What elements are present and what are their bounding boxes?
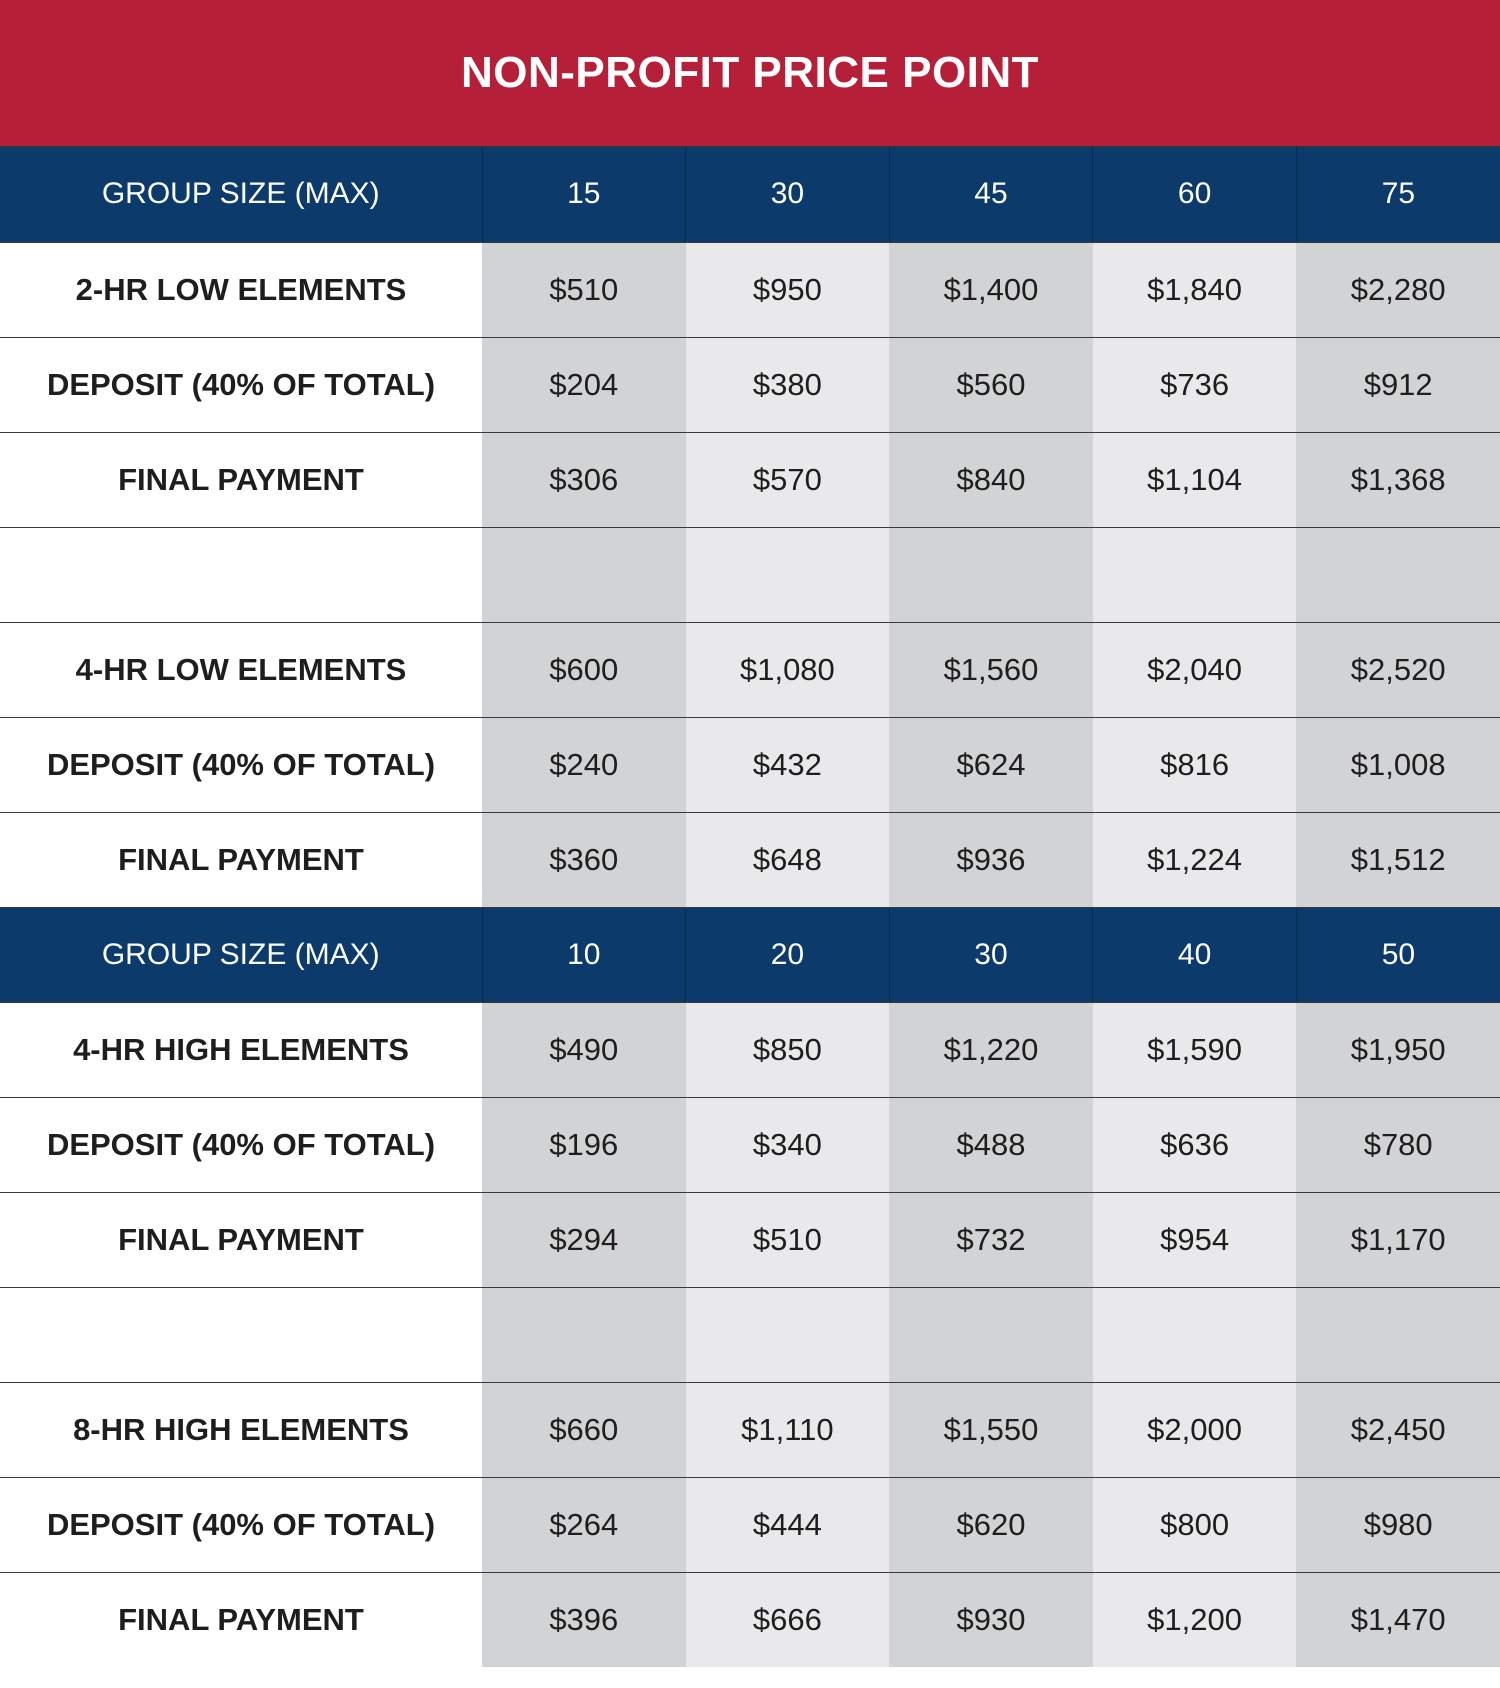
price-cell: $2,450 bbox=[1296, 1382, 1500, 1477]
price-cell bbox=[889, 527, 1093, 622]
spacer-row bbox=[0, 527, 1500, 622]
price-cell: $2,520 bbox=[1296, 622, 1500, 717]
price-cell: $1,110 bbox=[686, 1382, 890, 1477]
row-label: DEPOSIT (40% OF TOTAL) bbox=[0, 717, 482, 812]
price-cell: $620 bbox=[889, 1477, 1093, 1572]
group-size-header-row bbox=[0, 147, 1500, 242]
price-cell: $1,008 bbox=[1296, 717, 1500, 812]
price-cell: $930 bbox=[889, 1572, 1093, 1667]
price-cell bbox=[1093, 1287, 1297, 1382]
price-cell: $660 bbox=[482, 1382, 686, 1477]
price-cell: $240 bbox=[482, 717, 686, 812]
price-cell: $380 bbox=[686, 337, 890, 432]
row-label: 4-HR HIGH ELEMENTS bbox=[0, 1002, 482, 1097]
table-row bbox=[0, 717, 1500, 812]
price-cell bbox=[889, 1287, 1093, 1382]
price-cell: $510 bbox=[482, 242, 686, 337]
price-cell: $1,550 bbox=[889, 1382, 1093, 1477]
table-row bbox=[0, 1002, 1500, 1097]
price-cell: $780 bbox=[1296, 1097, 1500, 1192]
price-cell: $1,512 bbox=[1296, 812, 1500, 907]
price-cell bbox=[482, 1287, 686, 1382]
price-cell: $264 bbox=[482, 1477, 686, 1572]
price-cell: $980 bbox=[1296, 1477, 1500, 1572]
price-cell: $2,000 bbox=[1093, 1382, 1297, 1477]
group-size-value: 30 bbox=[889, 907, 1093, 1002]
row-label: FINAL PAYMENT bbox=[0, 1192, 482, 1287]
price-cell: $510 bbox=[686, 1192, 890, 1287]
table-row bbox=[0, 812, 1500, 907]
price-cell: $360 bbox=[482, 812, 686, 907]
table-row bbox=[0, 432, 1500, 527]
price-cell: $800 bbox=[1093, 1477, 1297, 1572]
group-size-value: 50 bbox=[1296, 907, 1500, 1002]
group-size-value: 45 bbox=[889, 147, 1093, 242]
table-row bbox=[0, 622, 1500, 717]
group-size-label: GROUP SIZE (MAX) bbox=[0, 147, 482, 242]
row-label: DEPOSIT (40% OF TOTAL) bbox=[0, 337, 482, 432]
price-cell bbox=[686, 1287, 890, 1382]
row-label: FINAL PAYMENT bbox=[0, 432, 482, 527]
row-label bbox=[0, 527, 482, 622]
price-cell: $840 bbox=[889, 432, 1093, 527]
price-cell: $1,220 bbox=[889, 1002, 1093, 1097]
price-cell: $1,840 bbox=[1093, 242, 1297, 337]
price-cell: $936 bbox=[889, 812, 1093, 907]
table-row bbox=[0, 337, 1500, 432]
row-label: 8-HR HIGH ELEMENTS bbox=[0, 1382, 482, 1477]
price-cell bbox=[482, 527, 686, 622]
price-cell: $732 bbox=[889, 1192, 1093, 1287]
price-cell: $204 bbox=[482, 337, 686, 432]
table-row bbox=[0, 1097, 1500, 1192]
table-row bbox=[0, 1572, 1500, 1667]
price-cell: $2,040 bbox=[1093, 622, 1297, 717]
row-label: DEPOSIT (40% OF TOTAL) bbox=[0, 1097, 482, 1192]
page-title: NON-PROFIT PRICE POINT bbox=[0, 0, 1500, 147]
price-cell: $1,170 bbox=[1296, 1192, 1500, 1287]
group-size-value: 10 bbox=[482, 907, 686, 1002]
price-cell: $648 bbox=[686, 812, 890, 907]
price-cell: $1,400 bbox=[889, 242, 1093, 337]
price-cell: $444 bbox=[686, 1477, 890, 1572]
group-size-value: 30 bbox=[686, 147, 890, 242]
price-cell: $294 bbox=[482, 1192, 686, 1287]
price-cell: $2,280 bbox=[1296, 242, 1500, 337]
price-cell: $954 bbox=[1093, 1192, 1297, 1287]
price-cell: $490 bbox=[482, 1002, 686, 1097]
row-label: 4-HR LOW ELEMENTS bbox=[0, 622, 482, 717]
price-cell: $1,200 bbox=[1093, 1572, 1297, 1667]
price-cell bbox=[1296, 1287, 1500, 1382]
row-label bbox=[0, 1287, 482, 1382]
price-cell: $666 bbox=[686, 1572, 890, 1667]
group-size-value: 60 bbox=[1093, 147, 1297, 242]
price-cell: $1,560 bbox=[889, 622, 1093, 717]
row-label: DEPOSIT (40% OF TOTAL) bbox=[0, 1477, 482, 1572]
price-cell: $306 bbox=[482, 432, 686, 527]
group-size-value: 75 bbox=[1296, 147, 1500, 242]
row-label: FINAL PAYMENT bbox=[0, 812, 482, 907]
price-cell: $1,104 bbox=[1093, 432, 1297, 527]
price-cell: $570 bbox=[686, 432, 890, 527]
table-row bbox=[0, 242, 1500, 337]
price-cell: $624 bbox=[889, 717, 1093, 812]
price-cell: $432 bbox=[686, 717, 890, 812]
price-cell: $1,470 bbox=[1296, 1572, 1500, 1667]
price-cell bbox=[686, 527, 890, 622]
spacer-row bbox=[0, 1287, 1500, 1382]
group-size-label: GROUP SIZE (MAX) bbox=[0, 907, 482, 1002]
table-row bbox=[0, 1192, 1500, 1287]
price-cell: $396 bbox=[482, 1572, 686, 1667]
price-cell bbox=[1296, 527, 1500, 622]
price-table bbox=[0, 147, 1500, 1667]
price-cell: $816 bbox=[1093, 717, 1297, 812]
price-cell: $850 bbox=[686, 1002, 890, 1097]
group-size-value: 15 bbox=[482, 147, 686, 242]
price-cell: $950 bbox=[686, 242, 890, 337]
price-cell: $196 bbox=[482, 1097, 686, 1192]
group-size-header-row bbox=[0, 907, 1500, 1002]
price-cell: $340 bbox=[686, 1097, 890, 1192]
price-cell: $560 bbox=[889, 337, 1093, 432]
price-cell: $1,080 bbox=[686, 622, 890, 717]
row-label: FINAL PAYMENT bbox=[0, 1572, 482, 1667]
price-cell: $1,950 bbox=[1296, 1002, 1500, 1097]
price-cell: $636 bbox=[1093, 1097, 1297, 1192]
table-row bbox=[0, 1382, 1500, 1477]
price-cell bbox=[1093, 527, 1297, 622]
table-row bbox=[0, 1477, 1500, 1572]
price-cell: $1,590 bbox=[1093, 1002, 1297, 1097]
group-size-value: 20 bbox=[686, 907, 890, 1002]
price-cell: $488 bbox=[889, 1097, 1093, 1192]
price-cell: $912 bbox=[1296, 337, 1500, 432]
row-label: 2-HR LOW ELEMENTS bbox=[0, 242, 482, 337]
price-cell: $1,368 bbox=[1296, 432, 1500, 527]
price-table-body bbox=[0, 147, 1500, 1667]
group-size-value: 40 bbox=[1093, 907, 1297, 1002]
price-cell: $600 bbox=[482, 622, 686, 717]
price-cell: $1,224 bbox=[1093, 812, 1297, 907]
price-cell: $736 bbox=[1093, 337, 1297, 432]
